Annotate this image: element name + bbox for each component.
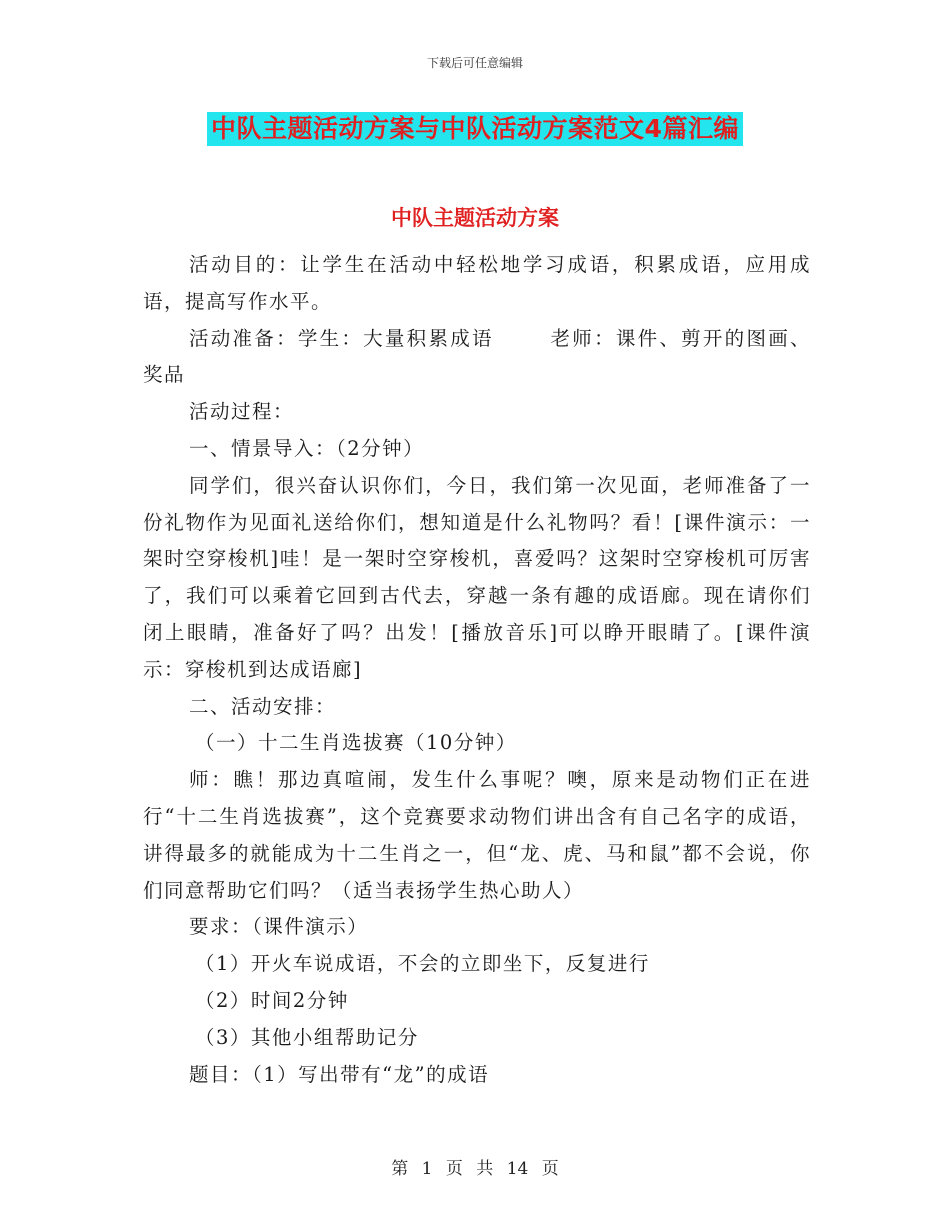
page-label-mid: 页 [445,1159,463,1179]
paragraph-purpose: 活动目的：让学生在活动中轻松地学习成语，积累成语，应用成语，提高写作水平。 [143,253,811,313]
paragraph-preparation [143,321,811,395]
page-number: 1 [421,1159,433,1179]
paragraph-question: 题目：（1）写出带有“龙”的成语 [189,1062,490,1086]
list-item: （3）其他小组帮助记分 [195,1025,419,1049]
paragraph-intro: 同学们，很兴奋认识你们，今日，我们第一次见面，老师准备了一份礼物作为见面礼送给你们，想知道是什么礼物吗？看！[课件演示：一架时空穿梭机]哇！是一架时空穿梭机，喜爱吗？这架时空穿梭机可厉害了，我们可以乘着它回到古代去，穿越一条有趣的成语廊。现在请你们闭上眼睛，准备好了吗？出发！[播放音乐]可以睁开眼睛了。[课件演示：穿梭机到达成语廊] [143,473,811,681]
paragraph-teacher-talk: 师：瞧！那边真喧闹，发生什么事呢？噢，原来是动物们正在进行“十二生肖选拔赛”，这个竞赛要求动物们讲出含有自己名字的成语，讲得最多的就能成为十二生肖之一，但“龙、虎、马和鼠”都不会说，你们同意帮助它们吗？（适当表扬学生热心助人） [143,768,811,902]
prep-teacher: 老师：课件、剪开的图画、奖品 [143,326,811,387]
document-title-block [0,112,950,146]
total-label-post: 页 [541,1159,559,1179]
section-title: 中队主题活动方案 [391,206,559,230]
total-label-pre: 共 [476,1159,494,1179]
paragraph-step1: 一、情景导入：（2分钟） [189,436,425,460]
document-body [143,247,811,1093]
paragraph-step2: 二、活动安排： [189,694,337,718]
total-pages: 14 [506,1159,529,1179]
list-item: （2）时间2分钟 [195,988,349,1012]
header-note: 下载后可任意编辑 [426,56,523,70]
paragraph-process: 活动过程： [189,400,295,424]
page-label-pre: 第 [391,1159,409,1179]
prep-student: 活动准备：学生：大量积累成语 [189,326,494,350]
page-footer [0,1154,950,1179]
paragraph-requirement: 要求：（课件演示） [189,915,369,939]
list-item: （1）开火车说成语，不会的立即坐下，反复进行 [195,952,650,976]
paragraph-sub1: （一）十二生肖选拔赛（10分钟） [195,731,517,755]
document-title: 中队主题活动方案与中队活动方案范文4篇汇编 [207,112,743,146]
